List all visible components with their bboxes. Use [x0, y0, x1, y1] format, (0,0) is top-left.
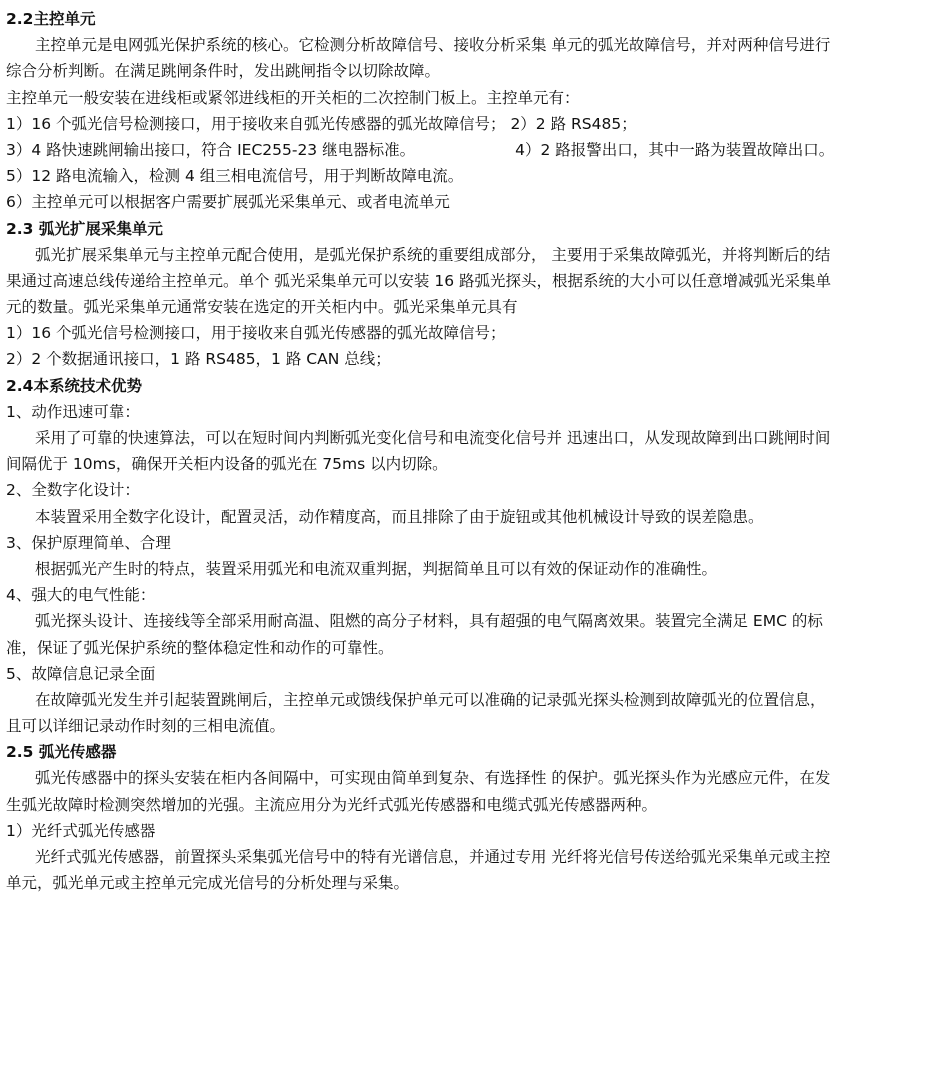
line-text: 6）主控单元可以根据客户需要扩展弧光采集单元、或者电流单元: [6, 193, 450, 212]
line-text: 3）4 路快速跳闸输出接口，符合 IEC255-23 继电器标准。: [6, 140, 416, 159]
text-line: [6, 792, 925, 818]
line-text: 主控单元一般安装在进线柜或紧邻进线柜的开关柜的二次控制门板上。主控单元有：: [6, 88, 580, 107]
line-text: 1）16 个弧光信号检测接口，用于接收来自弧光传感器的弧光故障信号； 2）2 路 RS485；: [6, 114, 637, 133]
text-line: [6, 687, 925, 713]
text-line: [6, 242, 925, 268]
text-line: [6, 137, 925, 163]
section-heading: [6, 216, 925, 242]
line-text: 元的数量。弧光采集单元通常安装在选定的开关柜内中。弧光采集单元具有: [6, 298, 518, 317]
text-line: [6, 58, 925, 84]
text-line: [6, 163, 925, 189]
line-text: 1、动作迅速可靠：: [6, 402, 140, 421]
text-line: [6, 451, 925, 477]
line-text: 2、全数字化设计：: [6, 481, 140, 500]
text-line: [6, 399, 925, 425]
text-line: [6, 844, 925, 870]
text-line: [6, 556, 925, 582]
line-text: 2.4本系统技术优势: [6, 376, 142, 395]
text-line: [6, 294, 925, 320]
line-text: 光纤式弧光传感器，前置探头采集弧光信号中的特有光谱信息，并通过专用 光纤将光信号传送给弧光采集单元或主控: [35, 848, 831, 866]
line-text: 5）12 路电流输入，检测 4 组三相电流信号，用于判断故障电流。: [6, 167, 464, 186]
text-line: [6, 477, 925, 503]
line-text: 2.2主控单元: [6, 10, 96, 28]
line-text: 综合分析判断。在满足跳闸条件时，发出跳闸指令以切除故障。: [6, 62, 441, 81]
text-line: [6, 85, 925, 111]
text-line: [6, 504, 925, 530]
text-line: [6, 818, 925, 844]
section-heading: [6, 739, 925, 765]
text-line: [6, 32, 925, 58]
line-text: 5、故障信息记录全面: [6, 664, 156, 683]
text-line: [6, 635, 925, 661]
section-heading: [6, 373, 925, 399]
line-text: 弧光探头设计、连接线等全部采用耐高温、阻燃的高分子材料，具有超强的电气隔离效果。装置完全满足 EMC 的标: [35, 612, 823, 631]
text-line: [6, 661, 925, 687]
line-text: 本装置采用全数字化设计，配置灵活，动作精度高，而且排除了由于旋钮或其他机械设计导致的误差隐患。: [35, 507, 764, 526]
section-heading: [6, 6, 925, 32]
line-text: 生弧光故障时检测突然增加的光强。主流应用分为光纤式弧光传感器和电缆式弧光传感器两种。: [6, 795, 658, 814]
text-line: [6, 713, 925, 739]
line-text: 且可以详细记录动作时刻的三相电流值。: [6, 717, 286, 736]
text-line: [6, 111, 925, 137]
text-line: [6, 320, 925, 346]
text-line: [6, 189, 925, 215]
text-line: [6, 870, 925, 896]
line-text: 2）2 个数据通讯接口，1 路 RS485，1 路 CAN 总线；: [6, 350, 391, 369]
text-line: [6, 582, 925, 608]
text-line: [6, 346, 925, 372]
line-text: 根据弧光产生时的特点，装置采用弧光和电流双重判据，判据简单且可以有效的保证动作的准确性。: [35, 559, 718, 578]
text-line: [6, 268, 925, 294]
line-text: 4、强大的电气性能：: [6, 586, 156, 605]
line-text: 3、保护原理简单、合理: [6, 533, 171, 552]
line-text: 单元，弧光单元或主控单元完成光信号的分析处理与采集。: [6, 874, 410, 893]
line-text: 2.3 弧光扩展采集单元: [6, 219, 163, 238]
line-text: 1）16 个弧光信号检测接口，用于接收来自弧光传感器的弧光故障信号；: [6, 324, 506, 343]
line-text: 主控单元是电网弧光保护系统的核心。它检测分析故障信号、接收分析采集 单元的弧光故障信号，并对两种信号进行: [35, 36, 831, 55]
line-text: 果通过高速总线传递给主控单元。单个 弧光采集单元可以安装 16 路弧光探头，根据系统的大小可以任意增减弧光采集单: [6, 271, 832, 290]
line-text: 在故障弧光发生并引起装置跳闸后，主控单元或馈线保护单元可以准确的记录弧光探头检测到故障弧光的位置信息，: [35, 690, 826, 709]
text-line: [6, 530, 925, 556]
line-text: 1）光纤式弧光传感器: [6, 821, 156, 840]
line-text: 间隔优于 10ms，确保开关柜内设备的弧光在 75ms 以内切除。: [6, 455, 448, 474]
line-text: 准，保证了弧光保护系统的整体稳定性和动作的可靠性。: [6, 638, 394, 657]
line-text-second: 4）2 路报警出口，其中一路为装置故障出口。: [515, 140, 835, 159]
line-text: 弧光扩展采集单元与主控单元配合使用，是弧光保护系统的重要组成部分， 主要用于采集故障弧光，并将判断后的结: [35, 245, 831, 264]
text-line: [6, 425, 925, 451]
text-line: [6, 608, 925, 634]
line-text: 采用了可靠的快速算法，可以在短时间内判断弧光变化信号和电流变化信号并 迅速出口，从发现故障到出口跳闸时间: [35, 429, 831, 447]
text-line: [6, 765, 925, 791]
line-text: 弧光传感器中的探头安装在柜内各间隔中，可实现由简单到复杂、有选择性 的保护。弧光探头作为光感应元件，在发: [35, 769, 831, 788]
line-text: 2.5 弧光传感器: [6, 743, 117, 762]
